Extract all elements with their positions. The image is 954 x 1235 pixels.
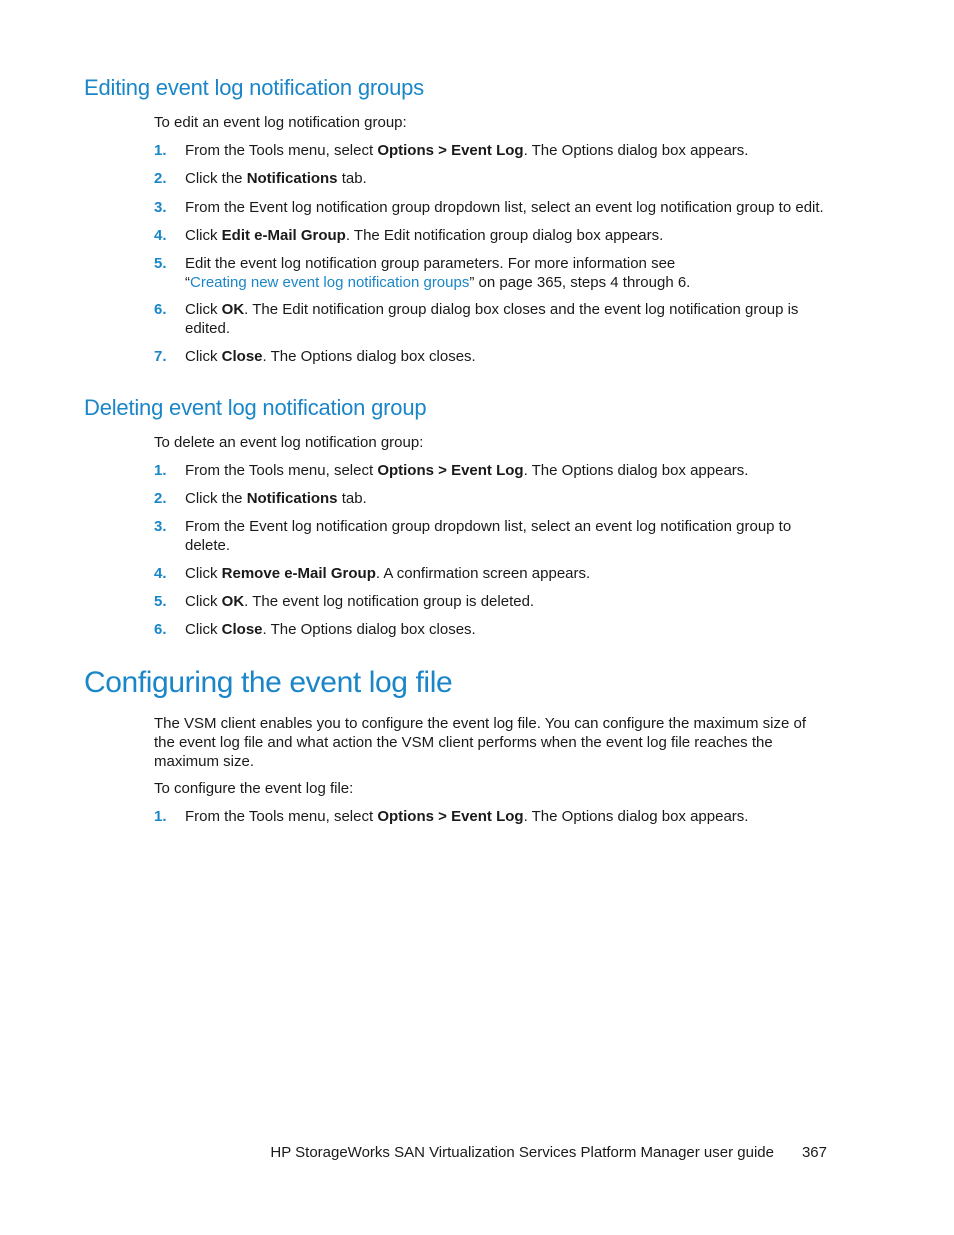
step-number: 2. xyxy=(154,170,167,187)
step-text: Click xyxy=(185,227,222,244)
step-text: From the Tools menu, select xyxy=(185,808,378,825)
ui-term: Notifications xyxy=(246,170,338,187)
step-text: ” on page 365, steps 4 through 6. xyxy=(469,274,691,291)
ui-term: Options > Event Log xyxy=(377,462,524,479)
step-text: Edit the event log notification group parameters. For more information see xyxy=(185,255,676,272)
quote-mark: “ xyxy=(185,274,190,291)
cross-reference-link[interactable]: Creating new event log notification groups xyxy=(190,274,470,291)
section-intro: To delete an event log notification group: xyxy=(154,434,424,451)
section-heading-deleting: Deleting event log notification group xyxy=(84,395,427,420)
section-intro: To edit an event log notification group: xyxy=(154,114,407,131)
ui-term: OK xyxy=(221,593,245,610)
step-number: 1. xyxy=(154,808,167,825)
step-text: From the Event log notification group dropdown list, select an event log notification group to edit. xyxy=(185,199,824,216)
step-number: 6. xyxy=(154,621,167,638)
step-text: Click xyxy=(185,301,222,318)
chapter-heading-configuring: Configuring the event log file xyxy=(84,666,453,699)
page-footer xyxy=(200,1143,827,1162)
step-text: . The Options dialog box closes. xyxy=(262,621,476,638)
step-text: . The Options dialog box closes. xyxy=(262,348,476,365)
footer-title: HP StorageWorks SAN Virtualization Services Platform Manager user guide xyxy=(270,1144,774,1161)
step-number: 4. xyxy=(154,565,167,582)
step-text: From the Tools menu, select xyxy=(185,462,378,479)
step-number: 5. xyxy=(154,593,167,610)
step-text: Click the xyxy=(185,170,247,187)
step-number: 1. xyxy=(154,142,167,159)
step-text: . The Options dialog box appears. xyxy=(523,142,749,159)
step-number: 3. xyxy=(154,518,167,535)
step-text: Click the xyxy=(185,490,247,507)
step-text: . The Edit notification group dialog box appears. xyxy=(345,227,664,244)
step-text: Click xyxy=(185,593,222,610)
section-paragraph: The VSM client enables you to configure the event log file. You can configure the maximum size of the event log file and what action the VSM client performs when the event log file reaches the maximum size. xyxy=(154,715,807,770)
ui-term: Remove e-Mail Group xyxy=(221,565,376,582)
step-number: 1. xyxy=(154,462,167,479)
step-number: 6. xyxy=(154,301,167,318)
ui-term: Notifications xyxy=(246,490,338,507)
step-text: . A confirmation screen appears. xyxy=(375,565,591,582)
ui-term: OK xyxy=(221,301,245,318)
step-text: . The event log notification group is deleted. xyxy=(244,593,535,610)
section-intro: To configure the event log file: xyxy=(154,780,354,797)
ui-term: Options > Event Log xyxy=(377,808,524,825)
step-text: tab. xyxy=(337,490,367,507)
step-text: . The Options dialog box appears. xyxy=(523,808,749,825)
section-heading-editing: Editing event log notification groups xyxy=(84,75,424,100)
step-text: From the Tools menu, select xyxy=(185,142,378,159)
ui-term: Close xyxy=(221,348,263,365)
step-number: 3. xyxy=(154,199,167,216)
ui-term: Close xyxy=(221,621,263,638)
step-text: From the Event log notification group dropdown list, select an event log notification group to delete. xyxy=(185,518,792,554)
ui-term: Options > Event Log xyxy=(377,142,524,159)
step-text: tab. xyxy=(337,170,367,187)
step-number: 7. xyxy=(154,348,167,365)
step-text: . The Edit notification group dialog box closes and the event log notification group is edited. xyxy=(185,301,799,337)
step-number: 4. xyxy=(154,227,167,244)
step-text: Click xyxy=(185,621,222,638)
step-number: 2. xyxy=(154,490,167,507)
step-number: 5. xyxy=(154,255,167,272)
step-text: . The Options dialog box appears. xyxy=(523,462,749,479)
step-text: Click xyxy=(185,565,222,582)
page-number: 367 xyxy=(801,1144,827,1161)
step-text: Click xyxy=(185,348,222,365)
ui-term: Edit e-Mail Group xyxy=(221,227,346,244)
